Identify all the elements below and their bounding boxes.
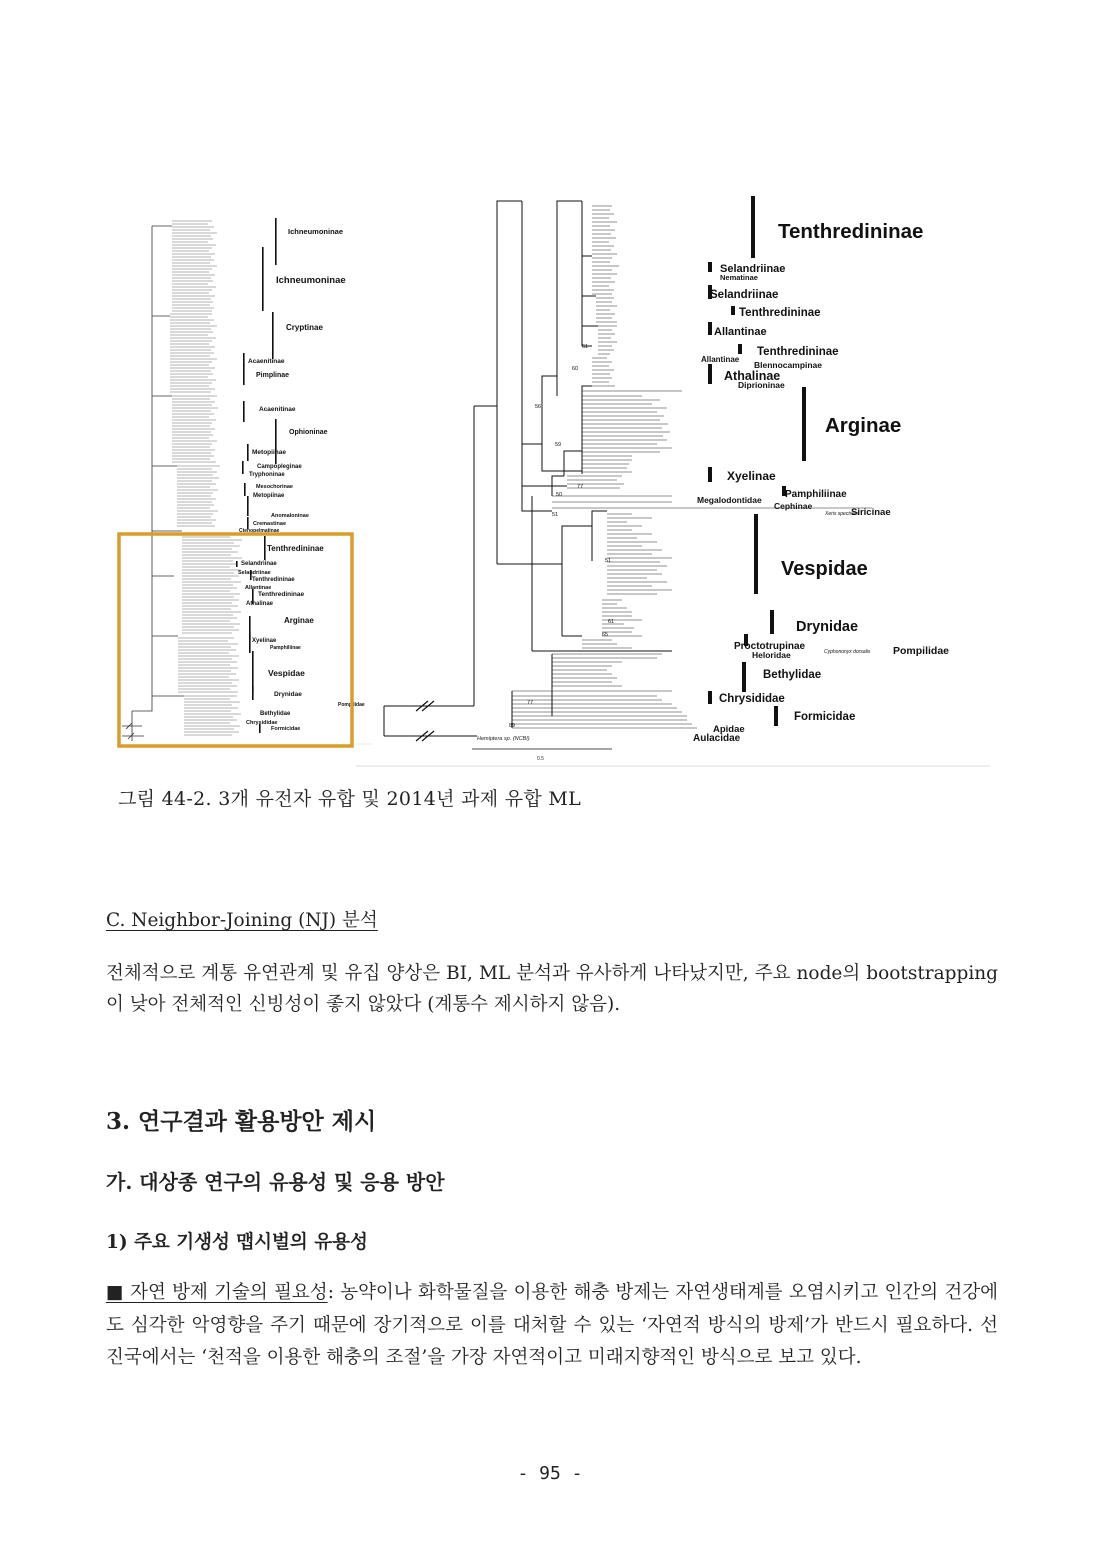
label-heloridae: Heloridae [752,650,791,660]
left-label-22: Athalinae [246,601,274,607]
paragraph-body: : 농약이나 화학물질을 이용한 해충 방제는 자연생태계를 오염시키고 인간의 건강에도 심각한 악영향을 주기 때문에 장기적으로 이를 대처할 수 있는 ‘자연적 방식의 방제’가 반드시 필요하다. 선진국에서는 ‘천적을 이용한 해충의 조절’을 가장 자연적이고 미래지향적인 방식으로 보고 있다. [106,1282,998,1368]
label-drynidae: Drynidae [796,619,859,635]
left-label-20: Allantinae [245,585,272,591]
right-tree [384,201,872,741]
svg-text:61: 61 [608,619,615,625]
left-label-4: Acaenitinae [248,358,285,365]
left-label-8: Metopiinae [252,449,286,456]
left-label-28: Pompilidae [338,702,365,708]
label-apidae: Apidae [713,724,745,735]
left-label-13: Anomaloninae [271,513,309,519]
label-blennocampinae: Blennocampinae [754,360,823,370]
svg-text:56: 56 [535,404,542,410]
section-3-heading: 3. 연구결과 활용방안 제시 [106,1108,377,1135]
label-selandriinae-b: Selandriinae [710,289,779,301]
left-label-31: Formicidae [271,726,301,732]
left-label-30: Chrysididae [246,720,278,726]
right-tree-labels [693,220,949,744]
scale-label: 0.5 [537,756,544,762]
label-pamphiliinae: Pamphiliinae [785,489,847,500]
label-tenthredininae: Tenthredininae [778,220,924,243]
left-label-19: Tenthredininae [252,577,295,583]
svg-text:77: 77 [577,484,584,490]
left-label-2: Ichneumoninae [276,275,346,286]
svg-text:60: 60 [572,366,579,372]
left-label-5: Pimplinae [256,372,290,379]
svg-text:89: 89 [509,723,516,729]
left-tree-labels [238,227,365,732]
svg-text:51: 51 [552,512,559,518]
label-megalodontidae: Megalodontidae [697,495,762,505]
left-label-7: Ophioninae [289,429,328,436]
section-c-body: 전체적으로 계통 유연관계 및 유집 양상은 BI, ML 분석과 유사하게 나타났지만, 주요 node의 bootstrapping이 낮아 전체적인 신빙성이 좋지 않았다 (계통수 제시하지 않음). [106,963,998,1015]
left-tree [122,221,242,741]
svg-text:51: 51 [605,558,612,564]
left-label-24: Xyelinae [252,638,277,644]
left-label-3: Cryptinae [286,323,323,332]
label-nematinae: Nematinae [720,273,758,282]
left-label-11: Mesochorinae [256,484,293,490]
outgroup-label: Hemiptera sp. (NCBI) [477,736,530,742]
subsection-a-heading: 가. 대상종 연구의 유용성 및 응용 방안 [106,1170,445,1194]
left-label-6: Acaenitinae [259,406,296,413]
natural-control-paragraph [106,1277,998,1375]
left-label-9: Campopleginae [257,464,302,470]
paragraph-lead: ■ 자연 방제 기술의 필요성 [106,1282,328,1303]
left-label-23: Arginae [284,616,314,625]
svg-text:65: 65 [602,632,609,638]
figure-caption: 그림 44-2. 3개 유전자 유합 및 2014년 과제 유합 ML [118,788,582,810]
left-label-21: Tenthredininae [258,591,305,598]
label-pompilidae: Pompilidae [893,645,950,657]
section-c-heading: C. Neighbor-Joining (NJ) 분석 [106,910,378,931]
phylogenetic-tree-figure [112,196,990,768]
left-label-10: Tryphoninae [249,472,285,478]
label-proctotrupinae: Proctotrupinae [734,641,806,652]
left-label-29: Bethylidae [260,711,291,717]
left-label-26: Vespidae [268,668,305,678]
label-aulacidae: Aulacidae [693,733,741,744]
label-allantinae: Allantinae [714,326,767,338]
label-selandriinae-a: Selandriinae [720,263,786,275]
label-cephinae: Cephinae [774,501,813,511]
left-label-18: Selandriinae [238,570,271,576]
label-athalinae: Athalinae [724,369,781,383]
label-arginae: Arginae [825,414,902,437]
subsection-1-heading: 1) 주요 기생성 맵시벌의 유용성 [106,1232,368,1253]
label-tenthredininae-c: Tenthredininae [757,346,839,358]
left-label-12: Metopiinae [253,493,285,499]
label-xeris: Xeris spectrum [825,511,859,517]
label-tenthredininae-b: Tenthredininae [739,307,821,319]
left-label-16: Tenthredininae [267,544,324,553]
svg-text:50: 50 [556,492,563,498]
svg-text:61: 61 [582,344,589,350]
label-vespidae: Vespidae [781,558,868,580]
left-label-1: Ichneumoninae [288,227,344,236]
left-label-27: Drynidae [274,691,302,698]
label-xyelinae: Xyelinae [727,469,776,483]
label-siricinae: Siricinae [851,507,891,518]
label-chrysididae: Chrysididae [719,693,785,705]
left-label-25: Pamphiliinae [270,645,301,651]
left-label-14: Cremastinae [253,521,287,527]
left-label-15: Ctenopelmatinae [239,528,280,534]
label-bethylidae: Bethylidae [763,669,822,681]
svg-text:77: 77 [527,700,534,706]
label-cyphononyx: Cyphononyx dorsalis [824,649,871,655]
left-label-17: Selandriinae [241,561,277,567]
page-number: - 95 - [517,1463,583,1484]
label-formicidae: Formicidae [794,711,856,723]
label-diprioninae: Diprioninae [738,380,785,390]
label-allantinae-b: Allantinae [701,355,740,364]
svg-text:59: 59 [555,442,562,448]
